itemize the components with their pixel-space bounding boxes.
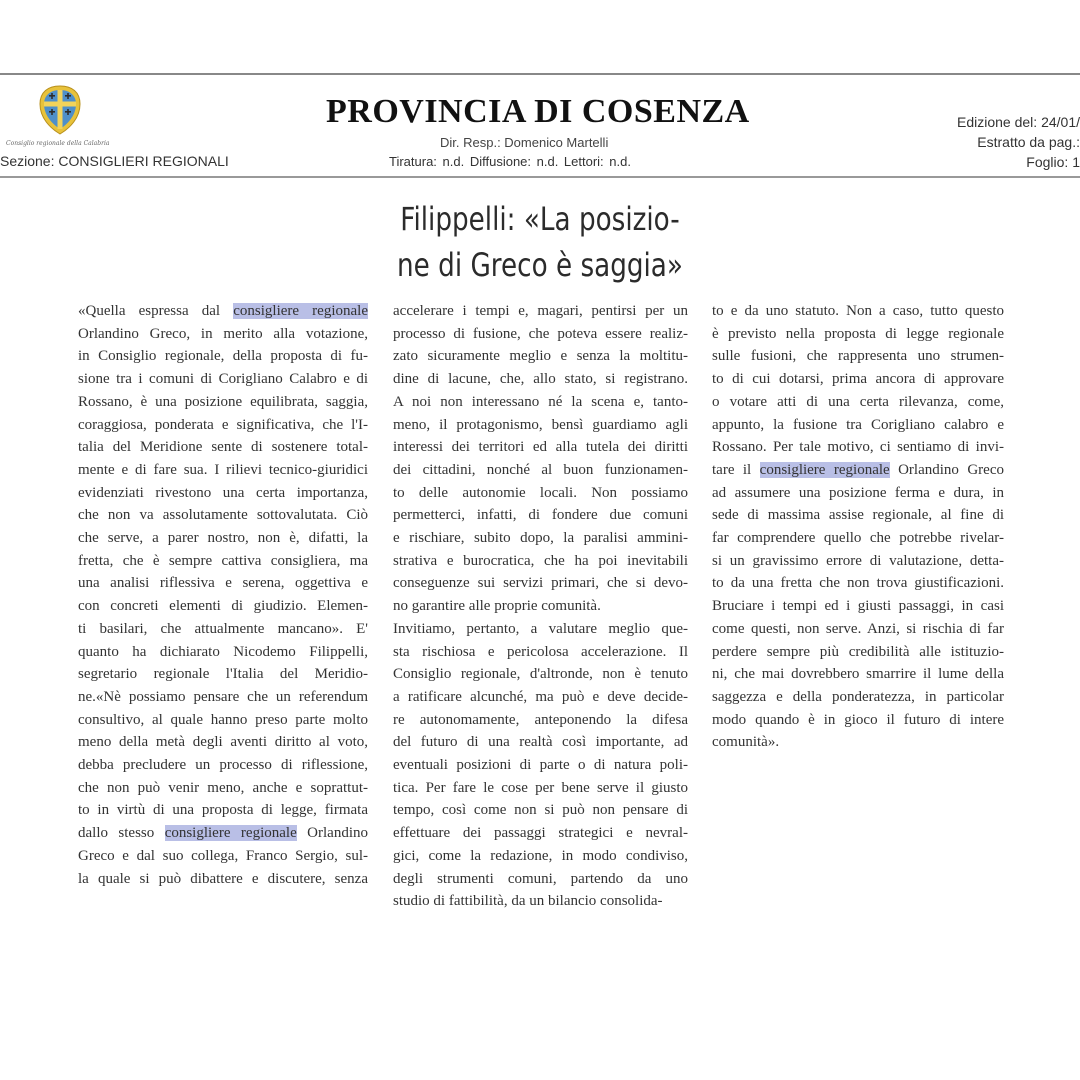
article-text: Invitiamo, pertanto, a valutare meglio que- [393, 620, 688, 637]
article-text: sede di massima assise regionale, al fine di [712, 507, 1004, 524]
article-line [712, 709, 1004, 732]
article-line [393, 345, 688, 368]
article-text: meno, il protagonismo, bensì guardiamo agli [393, 416, 688, 433]
article-text: gici, come la redazione, in modo condiviso, [393, 847, 688, 864]
article-text: talia del Meridione sente di sostenere total- [78, 439, 368, 456]
article-line [78, 391, 368, 414]
article-text: si un gravissimo errore di valutazione, detta- [712, 552, 1004, 569]
article-text: che non va assolutamente sottovalutata. Ciò [78, 507, 368, 524]
article-line [78, 323, 368, 346]
article-text: studio di fattibilità, da un bilancio consolida- [393, 893, 663, 910]
article-line [78, 709, 368, 732]
article-line [78, 618, 368, 641]
article-line [393, 845, 688, 868]
article-text: processo di fusione, che poteva essere realiz- [393, 325, 688, 342]
article-line [78, 754, 368, 777]
article-text: re autonomamente, anteponendo la difesa [393, 711, 688, 728]
article-line [78, 731, 368, 754]
article-text: del futuro di una realtà così importante, ad [393, 734, 688, 751]
article-text: to e da uno statuto. Non a caso, tutto questo [712, 303, 1004, 319]
edition-date: Edizione del: 24/01/ [957, 114, 1080, 130]
article-line [78, 777, 368, 800]
article-text: Rossano, è una posizione equilibrata, saggia, [78, 393, 368, 410]
article-line [393, 731, 688, 754]
article-line [712, 368, 1004, 391]
article-text: ne.«Nè possiamo pensare che un referendum [78, 688, 368, 705]
article-text: interessi dei territori ed alla tutela dei diritti [393, 439, 688, 456]
article-text: tica. Per fare le cose per bene serve il giusto [393, 779, 688, 796]
article-line [393, 504, 688, 527]
page-extract: Estratto da pag.: [977, 134, 1080, 150]
regional-council-logo [36, 84, 84, 136]
article-line [78, 368, 368, 391]
article-text: «Quella espressa dal [78, 303, 234, 319]
article-text: sta rischiosa e pericolosa accelerazione. Il [393, 643, 688, 660]
article-line [712, 300, 1004, 323]
article-text: coraggiosa, ponderata e significativa, che l'I- [78, 416, 368, 433]
article-text: con concreti elementi di giudizio. Elemen- [78, 598, 368, 615]
article-text: ni, che mai dovrebbero smarrire il lume della [712, 666, 1004, 683]
article-text: Orlandino Greco, in merito alla votazione, [78, 325, 368, 342]
article-line [393, 436, 688, 459]
article-line [78, 595, 368, 618]
article-line [712, 414, 1004, 437]
article-line [712, 595, 1004, 618]
article-text: consultivo, al quale hanno preso parte molto [78, 711, 368, 728]
header-top-rule [0, 73, 1080, 75]
article-line [78, 686, 368, 709]
article-line [78, 868, 368, 891]
article-line [712, 436, 1004, 459]
newspaper-masthead: PROVINCIA DI COSENZA [326, 93, 750, 130]
article-line [712, 641, 1004, 664]
article-line [712, 663, 1004, 686]
article-line [393, 822, 688, 845]
circulation-info: Tiratura: n.d. Diffusione: n.d. Lettori: n.d. [389, 154, 631, 169]
article-text: to in virtù di una proposta di legge, firmata [78, 802, 368, 819]
article-text: e rischiare, subito dopo, la paralisi ammini- [393, 530, 688, 547]
article-line [78, 459, 368, 482]
sheet-number: Foglio: 1 [1026, 154, 1080, 170]
article-text: ti basilari, che attualmente mancano». E' [78, 620, 368, 637]
article-text: Greco e dal suo collega, Franco Sergio, sul- [78, 847, 368, 864]
article-text: è previsto nella proposta di legge regionale [712, 325, 1004, 342]
article-line [712, 731, 1004, 754]
article-line [78, 436, 368, 459]
article-line [78, 300, 368, 323]
article-line [78, 527, 368, 550]
article-text: sulle fusioni, che rappresenta uno strumen- [712, 348, 1004, 365]
article-text: appunto, la fusione tra Corigliano calabro e [712, 416, 1004, 433]
article-text: quanto ha dichiarato Nicodemo Filippelli, [78, 643, 368, 660]
article-line [78, 641, 368, 664]
article-line [393, 709, 688, 732]
article-text: fretta, che è sempre cattiva consigliera, ma [78, 552, 368, 569]
article-line [712, 550, 1004, 573]
article-text: la quale si può dibattere e discutere, senza [78, 870, 368, 887]
article-line [393, 641, 688, 664]
headline-line: Filippelli: «La posizio- [400, 200, 680, 238]
edition-info [957, 112, 1080, 172]
logo-caption: Consiglio regionale della Calabria [6, 140, 110, 147]
article-line [78, 414, 368, 437]
article-text: dine di lacune, che, allo stato, si registrano. [393, 371, 688, 388]
article-line [78, 550, 368, 573]
article-text: evidenziati rivestono una certa importanza, [78, 484, 368, 501]
article-line [712, 482, 1004, 505]
article-line [393, 799, 688, 822]
article-line [712, 345, 1004, 368]
article-column-2 [393, 300, 688, 913]
article-text: A noi non interessano né la scena e, tanto- [393, 393, 688, 410]
article-line [712, 459, 1004, 482]
article-line [712, 323, 1004, 346]
article-text: tempo, così come non si può non pensare di [393, 802, 688, 819]
article-text: to di cui dotarsi, prima ancora di approvare [712, 371, 1004, 388]
article-text: meno della metà degli aventi diritto al voto, [78, 734, 368, 751]
article-text: come questi, non serve. Anzi, si rischia di far [712, 620, 1004, 637]
article-line [78, 482, 368, 505]
article-text: modo quando è in gioco il futuro di intere [712, 711, 1004, 728]
article-text: perdere sempre più credibilità alle istituzio- [712, 643, 1004, 660]
article-text: Orlandino [296, 825, 368, 842]
article-line [78, 822, 368, 845]
article-line [393, 754, 688, 777]
headline-line: ne di Greco è saggia» [397, 246, 683, 284]
article-text: dei cittadini, nonché al buon funzionamen- [393, 461, 688, 478]
editor-in-chief: Dir. Resp.: Domenico Martelli [440, 135, 609, 150]
article-line [393, 459, 688, 482]
article-text: Orlandino Greco [889, 461, 1004, 478]
highlighted-term: consigliere regionale [164, 825, 297, 842]
article-headline [368, 196, 712, 288]
article-line [78, 799, 368, 822]
article-text: far comprendere quello che potrebbe rivelar- [712, 530, 1004, 547]
article-text: Bruciare i tempi ed i giusti passaggi, in casi [712, 598, 1004, 615]
article-text: ad assumere una posizione ferma e dura, in [712, 484, 1004, 501]
article-line [393, 572, 688, 595]
section-label: Sezione: CONSIGLIERI REGIONALI [0, 153, 229, 169]
article-column-1 [78, 300, 368, 890]
article-text: accelerare i tempi e, magari, pentirsi per un [393, 303, 688, 319]
article-text: eventuali posizioni di parte o di natura poli- [393, 757, 688, 774]
article-line [712, 618, 1004, 641]
article-text: sione tra i comuni di Corigliano Calabro e di [78, 371, 368, 388]
article-text: comunità». [712, 734, 780, 751]
article-text: to da una fretta che non trova giustificazioni. [712, 575, 1004, 592]
article-text: degli strumenti comuni, partendo da uno [393, 870, 688, 887]
article-line [393, 550, 688, 573]
article-text: permetterci, infatti, di fondere due comuni [393, 507, 688, 524]
article-text: Rossano. Per tale motivo, ci sentiamo di invi- [712, 439, 1004, 456]
article-line [393, 686, 688, 709]
article-line [712, 527, 1004, 550]
article-line [393, 414, 688, 437]
article-text: dallo stesso [78, 825, 165, 842]
article-line [78, 663, 368, 686]
article-line [393, 890, 688, 913]
article-text: tare il [712, 461, 760, 478]
article-text: no garantire alle proprie comunità. [393, 598, 601, 615]
article-text: zato sicuramente meglio e senza la moltitu- [393, 348, 688, 365]
article-line [712, 572, 1004, 595]
article-column-3 [712, 300, 1004, 754]
article-line [393, 368, 688, 391]
article-text: o votare atti di una certa rilevanza, come, [712, 393, 1004, 410]
article-text: saggezza e della ponderatezza, in particolar [712, 688, 1004, 705]
article-line [393, 777, 688, 800]
article-text: strativa e burocratica, che ha poi inevitabili [393, 552, 688, 569]
article-line [78, 345, 368, 368]
article-line [393, 323, 688, 346]
article-line [393, 663, 688, 686]
article-text: che serve, a parer nostro, non è, difatti, la [78, 530, 368, 547]
article-line [712, 504, 1004, 527]
article-line [712, 391, 1004, 414]
article-text: in Consiglio regionale, della proposta di fu- [78, 348, 368, 365]
article-text: to delle autonomie locali. Non possiamo [393, 484, 688, 501]
article-text: che non può venir meno, anche e soprattut- [78, 779, 368, 796]
article-line [712, 686, 1004, 709]
article-line [393, 391, 688, 414]
article-text: segretario regionale l'Italia del Meridio- [78, 666, 368, 683]
article-line [393, 300, 688, 323]
article-line [393, 482, 688, 505]
highlighted-term: consigliere regionale [233, 303, 368, 319]
article-text: Consiglio regionale, d'altronde, non è tenuto [393, 666, 688, 683]
article-text: mente e di fare sua. I rilievi tecnico-giuridici [78, 461, 368, 478]
article-text: effettuare dei passaggi strategici e nevral- [393, 825, 688, 842]
article-line [393, 595, 688, 618]
article-line [78, 504, 368, 527]
article-text: a ratificare alcunché, ma può e deve decide- [393, 688, 688, 705]
article-text: una analisi riflessiva e serena, oggettiva e [78, 575, 368, 592]
article-text: conseguenze sui servizi primari, che si devo- [393, 575, 688, 592]
article-line [78, 572, 368, 595]
article-line [78, 845, 368, 868]
article-line [393, 868, 688, 891]
article-line [393, 527, 688, 550]
highlighted-term: consigliere regionale [759, 461, 890, 478]
article-text: debba precludere un processo di riflessione, [78, 757, 368, 774]
header-bottom-rule [0, 176, 1080, 178]
article-line [393, 618, 688, 641]
